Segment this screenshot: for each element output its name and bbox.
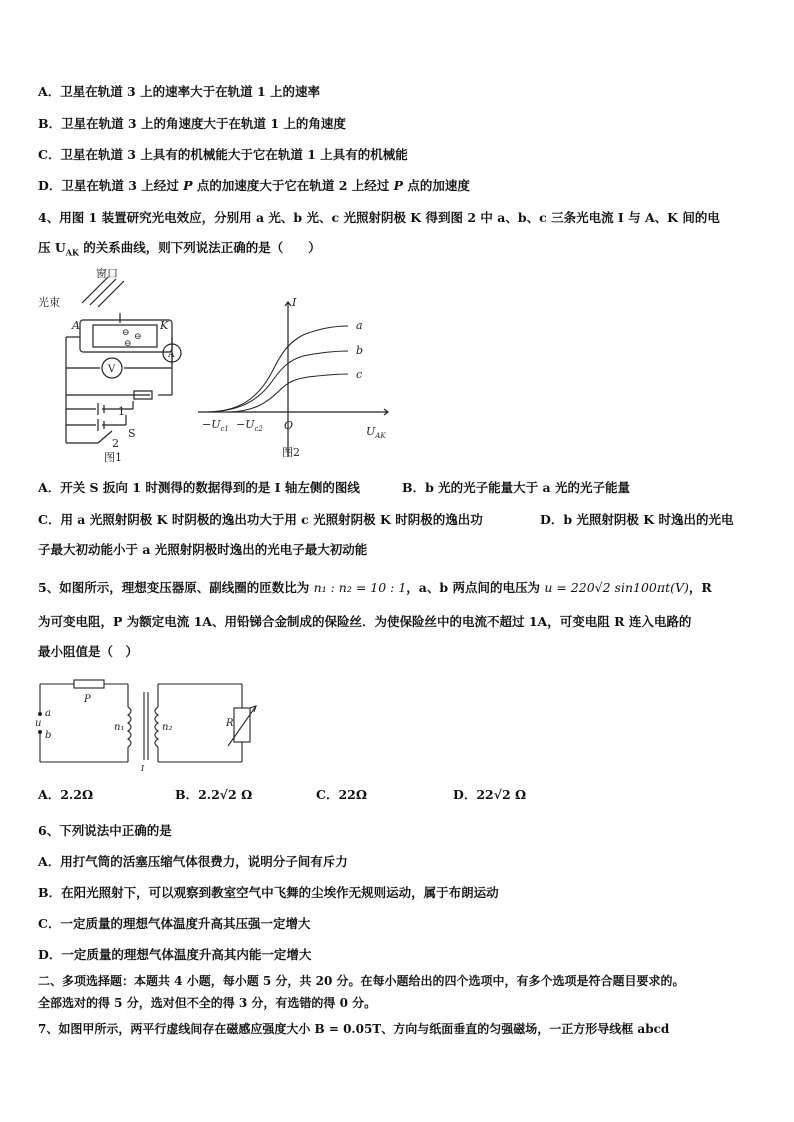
q6-option-d: D．一定质量的理想气体温度升高其内能一定增大 bbox=[38, 947, 312, 962]
fig2-u-sub: AK bbox=[375, 432, 386, 440]
q6-option-c: C．一定质量的理想气体温度升高其压强一定增大 bbox=[38, 916, 311, 931]
q5-turns-ratio: n₁ : n₂ = 10 : 1 bbox=[313, 580, 407, 595]
q5-option-a: A．2.2Ω bbox=[38, 787, 94, 802]
q3-option-a: A．卫星在轨道 3 上的速率大于在轨道 1 上的速率 bbox=[38, 84, 321, 99]
q5-resistor-label: R bbox=[226, 718, 234, 729]
q3-d-p1: P bbox=[183, 178, 193, 193]
q4-u: 压 U bbox=[38, 240, 66, 255]
q5-terminal-b: b bbox=[45, 730, 52, 741]
fig2-uc2-label: −U bbox=[236, 418, 255, 431]
q3-option-d bbox=[38, 178, 470, 194]
q3-option-c: C．卫星在轨道 3 上具有的机械能大于它在轨道 1 上具有的机械能 bbox=[38, 147, 408, 162]
q4-option-d-line2: 子最大初动能小于 a 光照射阴极时逸出的光电子最大初动能 bbox=[38, 542, 368, 557]
fig1-cathode-label: K bbox=[160, 319, 169, 332]
q4-option-d-line1: D．b 光照射阴极 K 时逸出的光电 bbox=[540, 512, 734, 527]
q3-d-p2: P bbox=[393, 178, 404, 193]
q5-n2-label: n₂ bbox=[162, 722, 173, 733]
fig1-beam-label: 光束 bbox=[38, 296, 60, 309]
q4-figure-2 bbox=[198, 282, 398, 464]
svg-text:UAK bbox=[366, 425, 386, 440]
fig2-curve-a-label: a bbox=[356, 319, 363, 332]
q4-u-sub: AK bbox=[65, 247, 79, 258]
q5-stem-pre: 5、如图所示，理想变压器原、副线圈的匝数比为 bbox=[38, 580, 314, 595]
q3-option-b: B．卫星在轨道 3 上的角速度大于在轨道 1 上的角速度 bbox=[38, 116, 346, 131]
q6-option-b: B．在阳光照射下，可以观察到教室空气中飞舞的尘埃作无规则运动，属于布朗运动 bbox=[38, 885, 499, 900]
q7-stem-line1: 7、如图甲所示，两平行虚线间存在磁感应强度大小 B = 0.05T、方向与纸面垂直的匀强磁场，一正方形导线框 abcd bbox=[38, 1022, 670, 1036]
section2-intro-line1: 二、多项选择题：本题共 4 小题，每小题 5 分，共 20 分。在每小题给出的四个选项中，有多个选项是符合题目要求的。 bbox=[38, 974, 685, 988]
fig1-ammeter-label: A bbox=[168, 350, 175, 360]
fig1-window-label: 窗口 bbox=[96, 267, 118, 280]
fig2-uc1-sub: c1 bbox=[220, 425, 229, 433]
fig1-anode-label: A bbox=[72, 319, 80, 332]
q5-voltage-formula: u = 220√2 sin100πt(V) bbox=[544, 580, 689, 595]
fig2-caption: 图2 bbox=[282, 446, 300, 459]
q5-terminal-a: a bbox=[45, 708, 51, 719]
fig1-voltmeter-label: V bbox=[108, 364, 116, 375]
q5-circuit-figure bbox=[30, 672, 270, 772]
fig1-caption: 图1 bbox=[104, 451, 122, 464]
fig2-i-label: I bbox=[292, 296, 297, 309]
fig2-origin-label: O bbox=[284, 419, 294, 432]
svg-text:−Uc1 bbox=[202, 418, 229, 433]
q4-figure-1 bbox=[38, 265, 188, 465]
q4-option-a: A．开关 S 扳向 1 时测得的数据得到的是 I 轴左侧的图线 bbox=[38, 480, 360, 495]
q3-d-mid: 点的加速度大于它在轨道 2 上经过 bbox=[192, 178, 394, 193]
q6-stem: 6、下列说法中正确的是 bbox=[38, 823, 172, 838]
fig2-uc1-label: −U bbox=[202, 418, 221, 431]
q5-stem-line3: 最小阻值是（ ） bbox=[38, 644, 139, 659]
svg-text:−Uc2 bbox=[236, 418, 263, 433]
fig1-switch-s: S bbox=[128, 427, 136, 440]
fig1-switch-1: 1 bbox=[118, 405, 125, 418]
fig2-curve-b-label: b bbox=[356, 344, 364, 357]
q5-stem-line1 bbox=[38, 580, 712, 596]
q3-d-post: 点的加速度 bbox=[403, 178, 470, 193]
fig2-uc2-sub: c2 bbox=[254, 425, 263, 433]
q4-stem-line1: 4、用图 1 装置研究光电效应，分别用 a 光、b 光、c 光照射阴极 K 得到图 2 中 a、b、c 三条光电流 I 与 A、K 间的电 bbox=[38, 210, 720, 225]
svg-text:⊖: ⊖ bbox=[134, 332, 142, 342]
q5-u-label: u bbox=[35, 718, 42, 729]
q5-core-label: I bbox=[141, 764, 145, 772]
q4-option-c: C．用 a 光照射阴极 K 时阴极的逸出功大于用 c 光照射阴极 K 时阴极的逸出功 bbox=[38, 512, 483, 527]
svg-text:⊖: ⊖ bbox=[124, 339, 132, 349]
fig2-u-label: U bbox=[366, 425, 376, 438]
q5-option-c: C．22Ω bbox=[316, 787, 367, 802]
q4-option-b: B．b 光的光子能量大于 a 光的光子能量 bbox=[402, 480, 630, 495]
q3-d-pre: D．卫星在轨道 3 上经过 bbox=[38, 178, 184, 193]
fig1-switch-2: 2 bbox=[112, 437, 119, 450]
q5-fuse-label: P bbox=[84, 694, 91, 705]
q5-stem-mid: ，a、b 两点间的电压为 bbox=[406, 580, 545, 595]
q5-stem-line2: 为可变电阻，P 为额定电流 1A、用铅锑合金制成的保险丝．为使保险丝中的电流不超过 1A，可变电阻 R 连入电路的 bbox=[38, 614, 692, 629]
fig2-curve-c-label: c bbox=[356, 368, 363, 381]
q4-stem-line2 bbox=[38, 240, 321, 261]
q5-option-b: B．2.2√2 Ω bbox=[175, 787, 253, 802]
svg-text:⊖: ⊖ bbox=[122, 328, 130, 338]
q5-n1-label: n₁ bbox=[114, 722, 125, 733]
q5-stem-post: ，R bbox=[688, 580, 712, 595]
q4-stem-rest: 的关系曲线，则下列说法正确的是（ ） bbox=[78, 240, 321, 255]
section2-intro-line2: 全部选对的得 5 分，选对但不全的得 3 分，有选错的得 0 分。 bbox=[38, 996, 377, 1010]
q5-option-d: D．22√2 Ω bbox=[453, 787, 527, 802]
q6-option-a: A．用打气筒的活塞压缩气体很费力，说明分子间有斥力 bbox=[38, 854, 348, 869]
